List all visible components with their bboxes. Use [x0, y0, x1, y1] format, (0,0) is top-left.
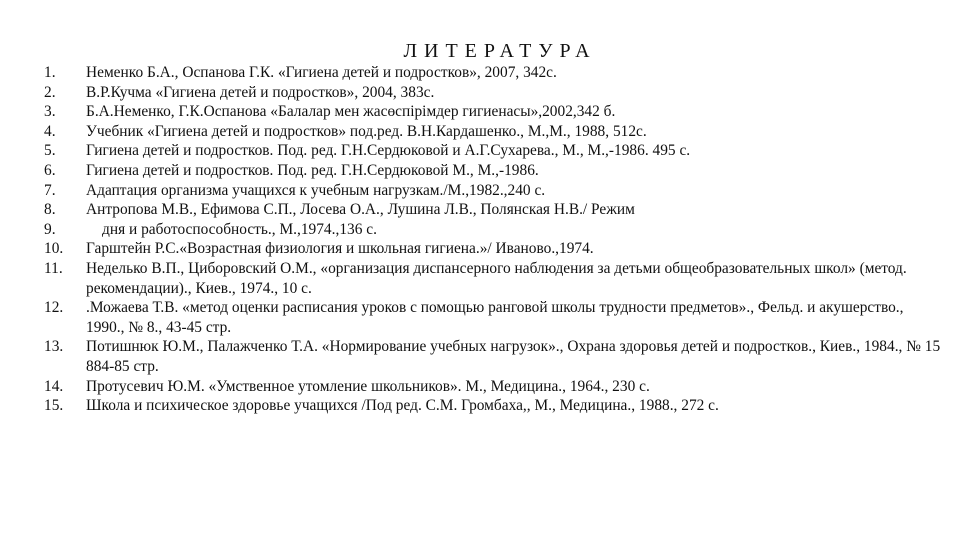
reference-list — [44, 63, 944, 416]
list-item — [44, 141, 944, 161]
item-text: дня и работоспособность., М.,1974.,136 с. — [102, 220, 377, 238]
item-number: 6. — [44, 161, 56, 179]
list-item — [44, 396, 944, 416]
list-item — [44, 377, 944, 397]
list-item — [44, 161, 944, 181]
item-number: 7. — [44, 181, 56, 199]
item-number: 15. — [44, 397, 64, 415]
item-number: 8. — [44, 201, 56, 219]
item-number: 11. — [44, 259, 63, 277]
item-text: Адаптация организма учащихся к учебным нагрузкам./М.,1982.,240 с. — [86, 181, 546, 199]
item-number: 13. — [44, 338, 64, 356]
item-text: В.Р.Кучма «Гигиена детей и подростков», 2004, 383с. — [86, 83, 435, 101]
item-text: Гарштейн Р.С.«Возрастная физиология и школьная гигиена.»/ Иваново.,1974. — [86, 240, 594, 258]
item-number: 4. — [44, 122, 56, 140]
list-item — [44, 102, 944, 122]
item-number: 3. — [44, 103, 56, 121]
item-number: 5. — [44, 142, 56, 160]
item-number: 9. — [44, 220, 56, 238]
item-text: Школа и психическое здоровье учащихся /Под ред. С.М. Громбаха,, М., Медицина., 1988., 272 с. — [86, 397, 719, 415]
list-item — [44, 220, 944, 240]
item-number: 14. — [44, 377, 64, 395]
item-text: Потишнюк Ю.М., Палажченко Т.А. «Нормирование учебных нагрузок»., Охрана здоровья детей и подростков., Киев., 1984., № 15 884-85 стр. — [86, 338, 941, 375]
item-text: Учебник «Гигиена детей и подростков» под.ред. В.Н.Кардашенко., М.,М., 1988, 512с. — [86, 122, 647, 140]
item-text: Неменко Б.А., Оспанова Г.К. «Гигиена детей и подростков», 2007, 342с. — [86, 64, 557, 81]
list-item — [44, 63, 944, 83]
item-text: Б.А.Неменко, Г.К.Оспанова «Балалар мен жасөспірімдер гигиенасы»,2002,342 б. — [86, 103, 616, 121]
item-text: .Можаева Т.В. «метод оценки расписания уроков с помощью ранговой школы трудности предметов»., Фельд. и акушерство., 1990., № 8., 43-45 стр. — [86, 299, 904, 336]
item-text: Протусевич Ю.М. «Умственное утомление школьников». М., Медицина., 1964., 230 с. — [86, 377, 650, 395]
list-item — [44, 200, 944, 220]
list-item — [44, 259, 944, 298]
list-item — [44, 122, 944, 142]
item-number: 10. — [44, 240, 64, 258]
list-item — [44, 83, 944, 103]
item-number: 2. — [44, 83, 56, 101]
page-title: ЛИТЕРАТУРА — [403, 40, 597, 62]
list-item — [44, 181, 944, 201]
item-text: Гигиена детей и подростков. Под. ред. Г.Н.Сердюковой М., М.,-1986. — [86, 161, 539, 179]
item-number: 1. — [44, 64, 56, 81]
list-item — [44, 337, 944, 376]
item-text: Антропова М.В., Ефимова С.П., Лосева О.А., Лушина Л.В., Полянская Н.В./ Режим — [86, 201, 635, 219]
item-text: Неделько В.П., Циборовский О.М., «организация диспансерного наблюдения за детьми общеобразовательных школ» (метод. рекомендации)., Киев., 1974., 10 с. — [86, 259, 907, 297]
list-item — [44, 298, 944, 337]
item-number: 12. — [44, 299, 64, 317]
list-item — [44, 239, 944, 259]
item-text: Гигиена детей и подростков. Под. ред. Г.Н.Сердюковой и А.Г.Сухарева., М., М.,-1986. 495 с. — [86, 142, 691, 160]
